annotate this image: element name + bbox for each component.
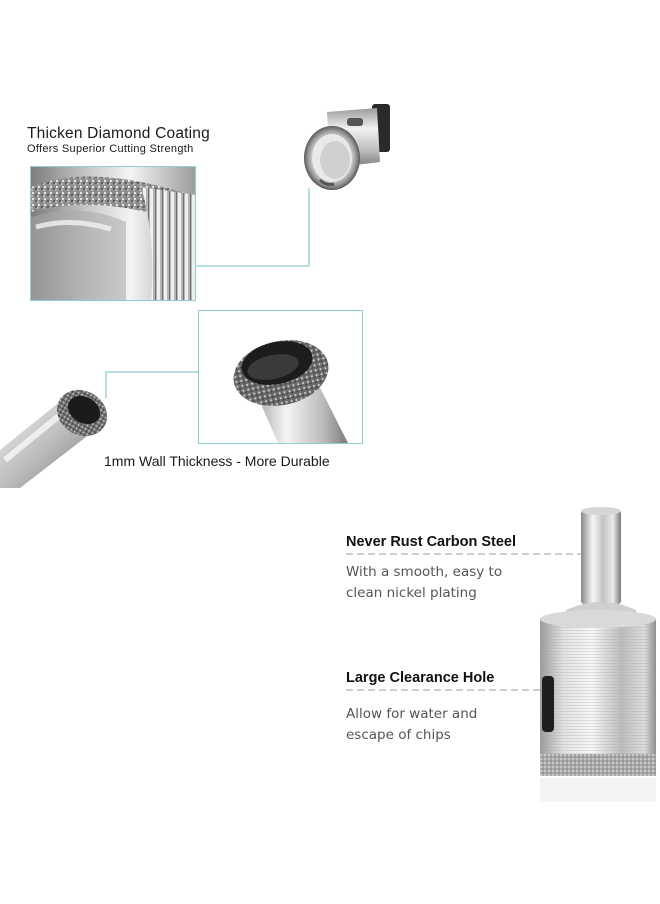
drill-bit-angled-image — [0, 380, 115, 490]
coating-connector — [193, 188, 313, 270]
wall-connector — [104, 370, 200, 400]
hole-desc-line1: Allow for water and — [346, 706, 478, 722]
coating-closeup-image — [30, 166, 196, 301]
steel-desc-line1: With a smooth, easy to — [346, 564, 503, 580]
wall-closeup-image — [198, 310, 363, 444]
hole-callout-line — [346, 685, 556, 695]
coating-subtitle: Offers Superior Cutting Strength — [27, 143, 194, 155]
steel-heading: Never Rust Carbon Steel — [346, 534, 517, 550]
hole-saw-product-image — [536, 506, 660, 804]
wall-thickness-label: 1mm Wall Thickness - More Durable — [104, 453, 330, 469]
hole-heading: Large Clearance Hole — [346, 670, 495, 686]
steel-desc-line2: clean nickel plating — [346, 585, 477, 601]
coating-title: Thicken Diamond Coating — [27, 125, 210, 142]
hole-desc-line2: escape of chips — [346, 727, 451, 743]
